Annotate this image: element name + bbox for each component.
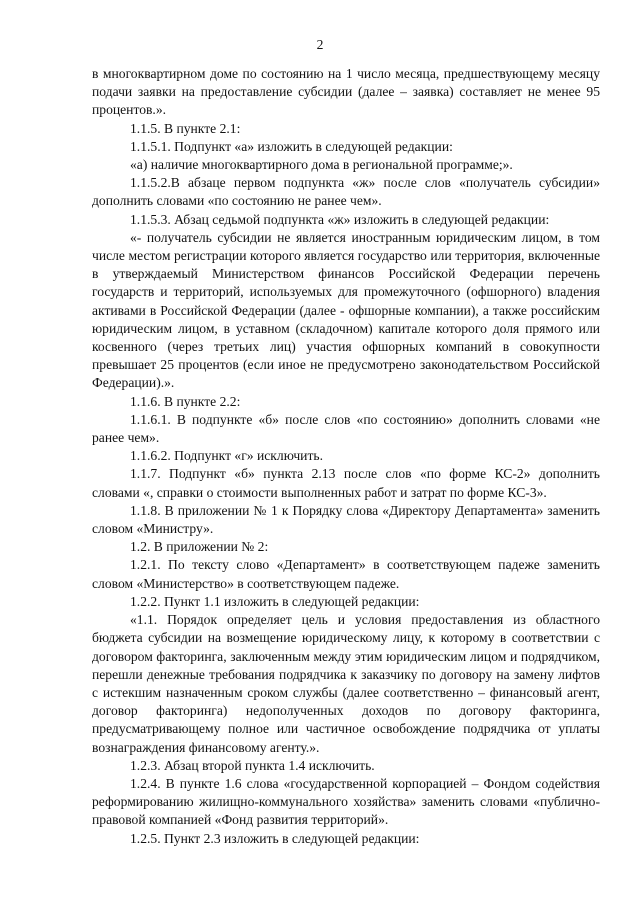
paragraph: 1.2.2. Пункт 1.1 изложить в следующей редакции: <box>130 593 420 609</box>
paragraph: 1.2.4. В пункте 1.6 слова «государственной корпорацией – Фондом содействия реформированию жилищно-коммунального хозяйства» заменить словами «публично-правовой компанией «Фонд развития территорий». <box>92 775 600 828</box>
paragraph: 1.2.3. Абзац второй пункта 1.4 исключить. <box>130 757 375 773</box>
paragraph: 1.2.5. Пункт 2.3 изложить в следующей редакции: <box>130 830 420 846</box>
paragraph: 1.1.8. В приложении № 1 к Порядку слова «Директору Департамента» заменить словом «Министру». <box>92 502 600 537</box>
paragraph: 1.1.6.2. Подпункт «г» исключить. <box>130 448 323 464</box>
document-body <box>92 65 600 848</box>
paragraph: «- получатель субсидии не является иностранным юридическим лицом, в том числе местом регистрации которого является государство или территория, включенные в утверждаемый Министерством финансов Российской Федерации перечень государств и территорий, используемых для промежуточного (офшорного) владения активами в Российской Федерации (далее - офшорные компании), а также российским юридическим лицом, в уставном (складочном) капитале которого доля прямого или косвенного (через третьих лиц) участия офшорных компаний в совокупности превышает 25 процентов (если иное не предусмотрено законодательством Российской Федерации).». <box>92 229 600 391</box>
paragraph: 1.1.7. Подпункт «б» пункта 2.13 после слов «по форме КС-2» дополнить словами «, справки о стоимости выполненных работ и затрат по форме КС-3». <box>92 466 600 500</box>
paragraph: 1.1.6. В пункте 2.2: <box>130 393 241 409</box>
paragraph: 1.1.5. В пункте 2.1: <box>130 120 241 136</box>
paragraph: 1.2.1. По тексту слово «Департамент» в соответствующем падеже заменить словом «Министерство» в соответствующем падеже. <box>92 557 600 591</box>
paragraph: 1.1.5.1. Подпункт «а» изложить в следующей редакции: <box>130 138 453 154</box>
paragraph: «а) наличие многоквартирного дома в региональной программе;». <box>130 157 513 173</box>
paragraph: 1.1.5.2.В абзаце первом подпункта «ж» после слов «получатель субсидии» дополнить словами «по состоянию не ранее чем». <box>92 175 600 209</box>
paragraph: 1.1.5.3. Абзац седьмой подпункта «ж» изложить в следующей редакции: <box>130 211 550 227</box>
page-number: 2 <box>316 37 324 52</box>
paragraph: 1.1.6.1. В подпункте «б» после слов «по состоянию» дополнить словами «не ранее чем». <box>92 411 600 446</box>
paragraph: 1.2. В приложении № 2: <box>130 539 269 555</box>
paragraph: «1.1. Порядок определяет цель и условия предоставления из областного бюджета субсидии на возмещение юридическому лицу, к которому в соответствии с договором факторинга, заключенным между этим юридическим лицом и подрядчиком, перешли денежные требования подрядчика к заказчику по договору на замену лифтов с истекшим назначенным сроком службы (далее соответственно – финансовый агент, договор факторинга) недополученных доходов по договору факторинга, предусматривающему полное или частичное освобождение подрядчика от уплаты вознаграждения финансовому агенту.». <box>92 612 600 755</box>
paragraph: в многоквартирном доме по состоянию на 1 число месяца, предшествующему месяцу подачи заявки на предоставление субсидии (далее – заявка) составляет не менее 95 процентов.». <box>92 66 600 118</box>
